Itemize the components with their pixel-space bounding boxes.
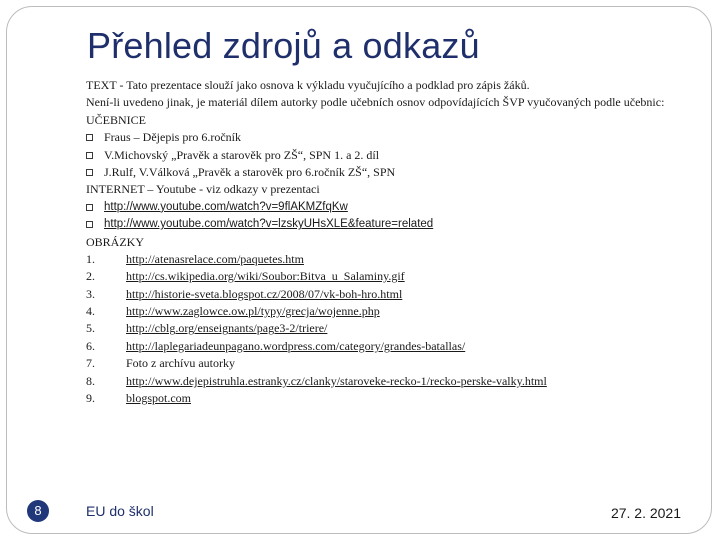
image-source-item (86, 268, 706, 285)
internet-item (86, 199, 706, 216)
internet-heading: INTERNET – Youtube - viz odkazy v prezentaci (86, 182, 320, 197)
textbook-item (86, 147, 706, 164)
image-source-item (86, 251, 706, 268)
textbook-label: Fraus – Dějepis pro 6.ročník (104, 130, 241, 145)
textbook-item (86, 164, 706, 181)
image-source-link[interactable]: http://cblg.org/enseignants/page3-2/triere/ (126, 321, 328, 336)
image-source-item (86, 355, 706, 372)
image-source-item (86, 286, 706, 303)
youtube-link[interactable]: http://www.youtube.com/watch?v=lzskyUHsXLE&feature=related (104, 218, 434, 231)
slide (6, 6, 712, 534)
checkbox-bullet-icon (86, 169, 93, 176)
textbooks-heading: UČEBNICE (86, 112, 146, 127)
intro-note: Není-li uvedeno jinak, je materiál dílem autorky podle učebních osnov odpovídajících ŠVP vyučovaných podle učebnic: (86, 95, 665, 110)
image-source-link[interactable]: http://atenasrelace.com/paquetes.htm (126, 251, 304, 266)
list-number: 8. (86, 373, 95, 388)
footer-label: EU do škol (86, 503, 154, 519)
checkbox-bullet-icon (86, 221, 93, 228)
list-number: 1. (86, 251, 95, 266)
textbook-item (86, 129, 706, 146)
slide-body (86, 77, 706, 407)
image-source-link[interactable]: blogspot.com (126, 391, 191, 406)
list-number: 2. (86, 269, 95, 284)
image-source-item (86, 303, 706, 320)
list-number: 4. (86, 304, 95, 319)
list-number: 7. (86, 356, 95, 371)
slide-title: Přehled zdrojů a odkazů (87, 25, 480, 66)
checkbox-bullet-icon (86, 152, 93, 159)
intro-text: TEXT - Tato prezentace slouží jako osnova k výkladu vyučujícího a podklad pro zápis žáků. (86, 78, 530, 92)
image-source-link[interactable]: http://historie-sveta.blogspot.cz/2008/07/vk-boh-hro.html (126, 286, 403, 301)
image-source-text: Foto z archívu autorky (126, 356, 235, 371)
checkbox-bullet-icon (86, 134, 93, 141)
image-source-link[interactable]: http://www.dejepistruhla.estranky.cz/clanky/staroveke-recko-1/recko-perske-valky.html (126, 373, 547, 388)
image-source-item (86, 373, 706, 390)
footer-date: 27. 2. 2021 (610, 505, 681, 521)
list-number: 5. (86, 321, 95, 336)
list-number: 3. (86, 286, 95, 301)
internet-item (86, 216, 706, 233)
image-source-item (86, 320, 706, 337)
image-source-item (86, 338, 706, 355)
page-number-badge: 8 (27, 500, 49, 522)
images-heading: OBRÁZKY (86, 234, 145, 249)
image-source-link[interactable]: http://cs.wikipedia.org/wiki/Soubor:Bitva_u_Salaminy.gif (126, 269, 405, 284)
list-number: 9. (86, 391, 95, 406)
image-source-link[interactable]: http://www.zaglowce.ow.pl/typy/grecja/wojenne.php (126, 304, 380, 319)
textbook-label: V.Michovský „Pravěk a starověk pro ZŠ“, SPN 1. a 2. díl (104, 147, 380, 162)
checkbox-bullet-icon (86, 204, 93, 211)
textbook-label: J.Rulf, V.Válková „Pravěk a starověk pro 6.ročník ZŠ“, SPN (104, 164, 396, 179)
image-source-item (86, 390, 706, 407)
youtube-link[interactable]: http://www.youtube.com/watch?v=9flAKMZfqKw (104, 200, 348, 213)
list-number: 6. (86, 338, 95, 353)
image-sources-list (86, 251, 706, 408)
image-source-link[interactable]: http://laplegariadeunpagano.wordpress.com/category/grandes-batallas/ (126, 338, 466, 353)
